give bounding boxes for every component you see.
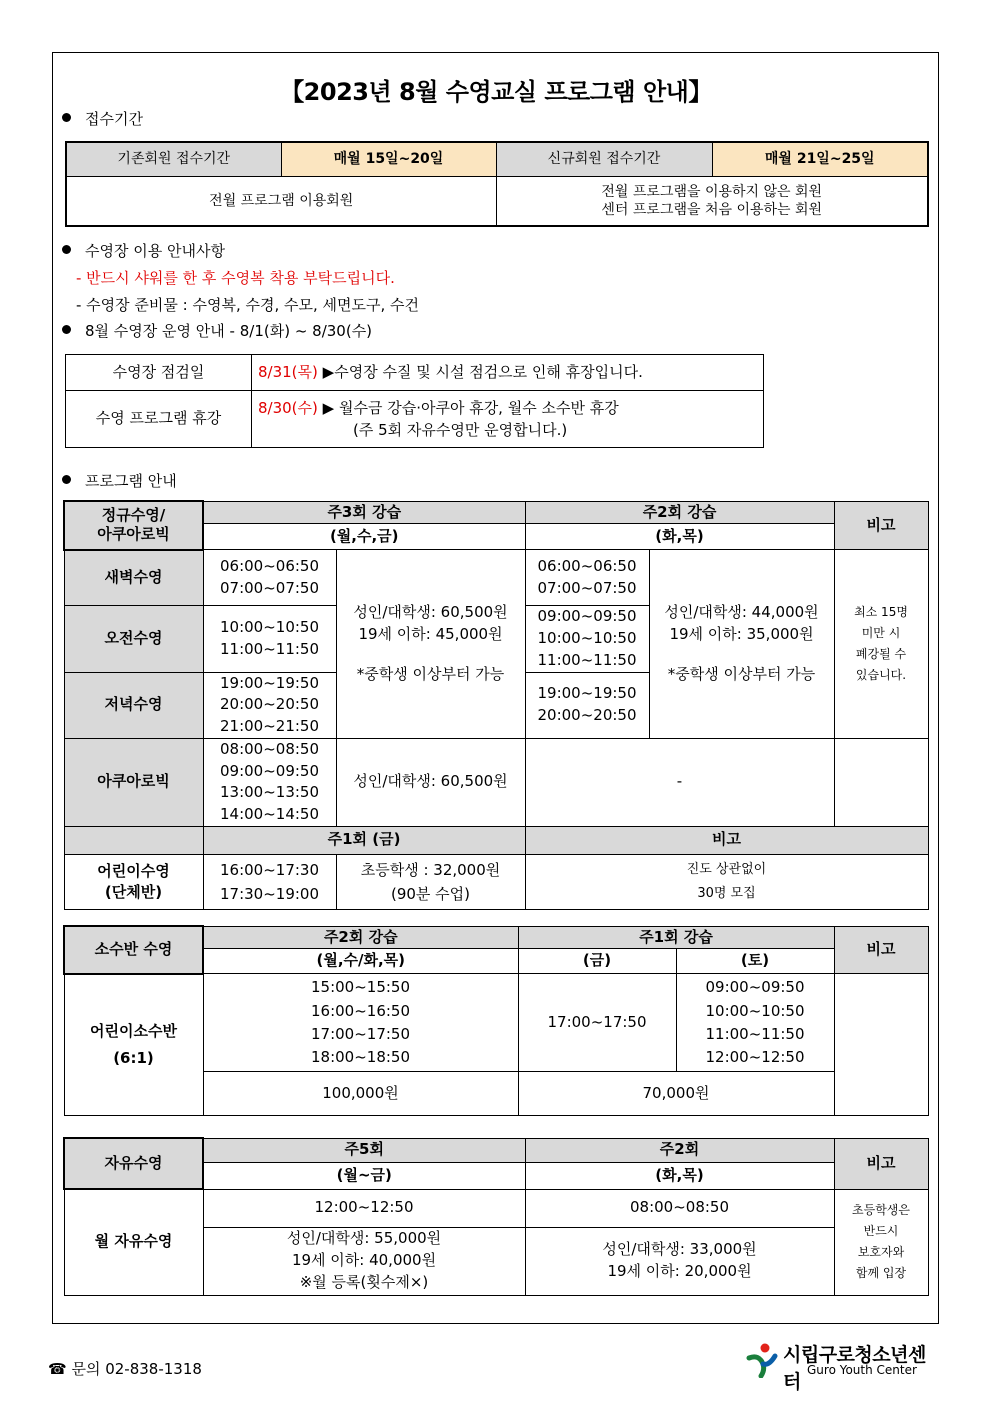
t3-evening: 19:00~19:50 20:00~20:50 21:00~21:50 <box>203 672 336 738</box>
h2-title: 주2회 강습 <box>525 501 834 524</box>
kids-header: 주1회 (금) <box>203 826 525 854</box>
small-2x-times: 15:00~15:50 16:00~16:50 17:00~17:50 18:00~18:50 <box>203 974 518 1072</box>
free-h2-days: (화,목) <box>525 1162 834 1189</box>
small-h1-fri: (금) <box>518 949 676 974</box>
row-aqua: 아쿠아로빅 <box>64 738 203 826</box>
section-pool-info: 수영장 이용 안내사항 <box>62 240 225 261</box>
free-h2-title: 주2회 <box>525 1138 834 1162</box>
regular-table <box>63 500 929 910</box>
free-5x-time: 12:00~12:50 <box>203 1189 525 1227</box>
new-desc: 전월 프로그램을 이용하지 않은 회원 센터 프로그램을 처음 이용하는 회원 <box>496 176 928 226</box>
logo-icon <box>745 1342 779 1378</box>
existing-label: 기존회원 접수기간 <box>66 142 281 176</box>
aqua-price: 성인/대학생: 60,500원 <box>336 738 525 826</box>
small-sat-times: 09:00~09:50 10:00~10:50 11:00~11:50 12:00~12:50 <box>676 974 834 1072</box>
row-monthly-free: 월 자유수영 <box>64 1189 203 1295</box>
t2-dawn: 06:00~06:50 07:00~07:50 <box>525 550 649 606</box>
small-corner: 소수반 수영 <box>64 926 203 974</box>
regular-note: 최소 15명 미만 시 폐강될 수 있습니다. <box>834 550 928 739</box>
regular-corner: 정규수영/ 아쿠아로빅 <box>64 501 203 550</box>
closed-info: 8/30(수) ▶ 월수금 강습·아쿠아 휴강, 월수 소수반 휴강 (주 5회 자유수영만 운영합니다.) <box>252 391 764 448</box>
aqua-note <box>834 738 928 826</box>
contact-phone: ☎ 문의 02-838-1318 <box>48 1360 202 1378</box>
kids-times: 16:00~17:30 17:30~19:00 <box>203 854 336 909</box>
new-period: 매월 21일~25일 <box>712 142 928 176</box>
bullet-icon <box>62 475 71 484</box>
row-morning: 오전수영 <box>64 606 203 672</box>
kids-note-header: 비고 <box>525 826 928 854</box>
small-h2-days: (월,수/화,목) <box>203 949 518 974</box>
t2-evening: 19:00~19:50 20:00~20:50 <box>525 672 649 738</box>
row-evening: 저녁수영 <box>64 672 203 738</box>
page-title: 【2023년 8월 수영교실 프로그램 안내】 <box>280 78 712 106</box>
row-dawn: 새벽수영 <box>64 550 203 606</box>
free-5x-price: 성인/대학생: 55,000원 19세 이하: 40,000원 ※월 등록(횟수제×) <box>203 1227 525 1295</box>
pool-note-shower: - 반드시 샤워를 한 후 수영복 착용 부탁드립니다. <box>76 269 395 287</box>
price-3x: 성인/대학생: 60,500원 19세 이하: 45,000원 *중학생 이상부터 가능 <box>336 550 525 739</box>
closed-label: 수영 프로그램 휴강 <box>66 391 252 448</box>
t3-morning: 10:00~10:50 11:00~11:50 <box>203 606 336 672</box>
h3-days: (월,수,금) <box>203 524 525 550</box>
small-fri-time: 17:00~17:50 <box>518 974 676 1072</box>
org-name: 시립구로청소년센터 <box>783 1344 926 1393</box>
kids-note: 진도 상관없이 30명 모집 <box>525 854 928 909</box>
free-note: 초등학생은 반드시 보호자와 함께 입장 <box>834 1189 928 1295</box>
small-h2-title: 주2회 강습 <box>203 926 518 949</box>
small-group-table <box>63 925 929 1116</box>
free-2x-price: 성인/대학생: 33,000원 19세 이하: 20,000원 <box>525 1227 834 1295</box>
regular-note-header: 비고 <box>834 501 928 550</box>
existing-desc: 전월 프로그램 이용회원 <box>66 176 496 226</box>
bullet-icon <box>62 245 71 254</box>
small-note-header: 비고 <box>834 926 928 974</box>
existing-period: 매월 15일~20일 <box>281 142 496 176</box>
small-price-1x: 70,000원 <box>518 1072 834 1116</box>
aqua-times: 08:00~08:50 09:00~09:50 13:00~13:50 14:00~14:50 <box>203 738 336 826</box>
free-h5-title: 주5회 <box>203 1138 525 1162</box>
org-logo <box>745 1340 940 1393</box>
pool-note-supplies: - 수영장 준비물 : 수영복, 수경, 수모, 세면도구, 수건 <box>76 296 419 314</box>
inspect-info: 8/31(목) ▶수영장 수질 및 시설 점검으로 인해 휴장입니다. <box>252 355 764 391</box>
free-note-header: 비고 <box>834 1138 928 1189</box>
free-swim-table <box>63 1137 929 1296</box>
kids-corner <box>64 826 203 854</box>
small-h1-sat: (토) <box>676 949 834 974</box>
bullet-icon <box>62 113 71 122</box>
h2-days: (화,목) <box>525 524 834 550</box>
t3-dawn: 06:00~06:50 07:00~07:50 <box>203 550 336 606</box>
section-august-ops: 8월 수영장 운영 안내 - 8/1(화) ~ 8/30(수) <box>62 320 372 341</box>
aqua-2x: - <box>525 738 834 826</box>
section-program: 프로그램 안내 <box>62 470 177 491</box>
free-2x-time: 08:00~08:50 <box>525 1189 834 1227</box>
t2-morning: 09:00~09:50 10:00~10:50 11:00~11:50 <box>525 606 649 672</box>
ops-table <box>65 354 764 448</box>
h3-title: 주3회 강습 <box>203 501 525 524</box>
inspect-label: 수영장 점검일 <box>66 355 252 391</box>
row-small-kids: 어린이소수반 (6:1) <box>64 974 203 1116</box>
bullet-icon <box>62 325 71 334</box>
free-corner: 자유수영 <box>64 1138 203 1189</box>
price-2x: 성인/대학생: 44,000원 19세 이하: 35,000원 *중학생 이상부터 가능 <box>649 550 834 739</box>
new-label: 신규회원 접수기간 <box>496 142 712 176</box>
small-h1-title: 주1회 강습 <box>518 926 834 949</box>
section-reception: 접수기간 <box>62 108 143 129</box>
small-note <box>834 974 928 1116</box>
reception-table <box>65 141 929 227</box>
row-kids: 어린이수영 (단체반) <box>64 854 203 909</box>
kids-price: 초등학생 : 32,000원 (90분 수업) <box>336 854 525 909</box>
org-name-en: Guro Youth Center <box>807 1363 917 1377</box>
free-h5-days: (월~금) <box>203 1162 525 1189</box>
small-price-2x: 100,000원 <box>203 1072 518 1116</box>
